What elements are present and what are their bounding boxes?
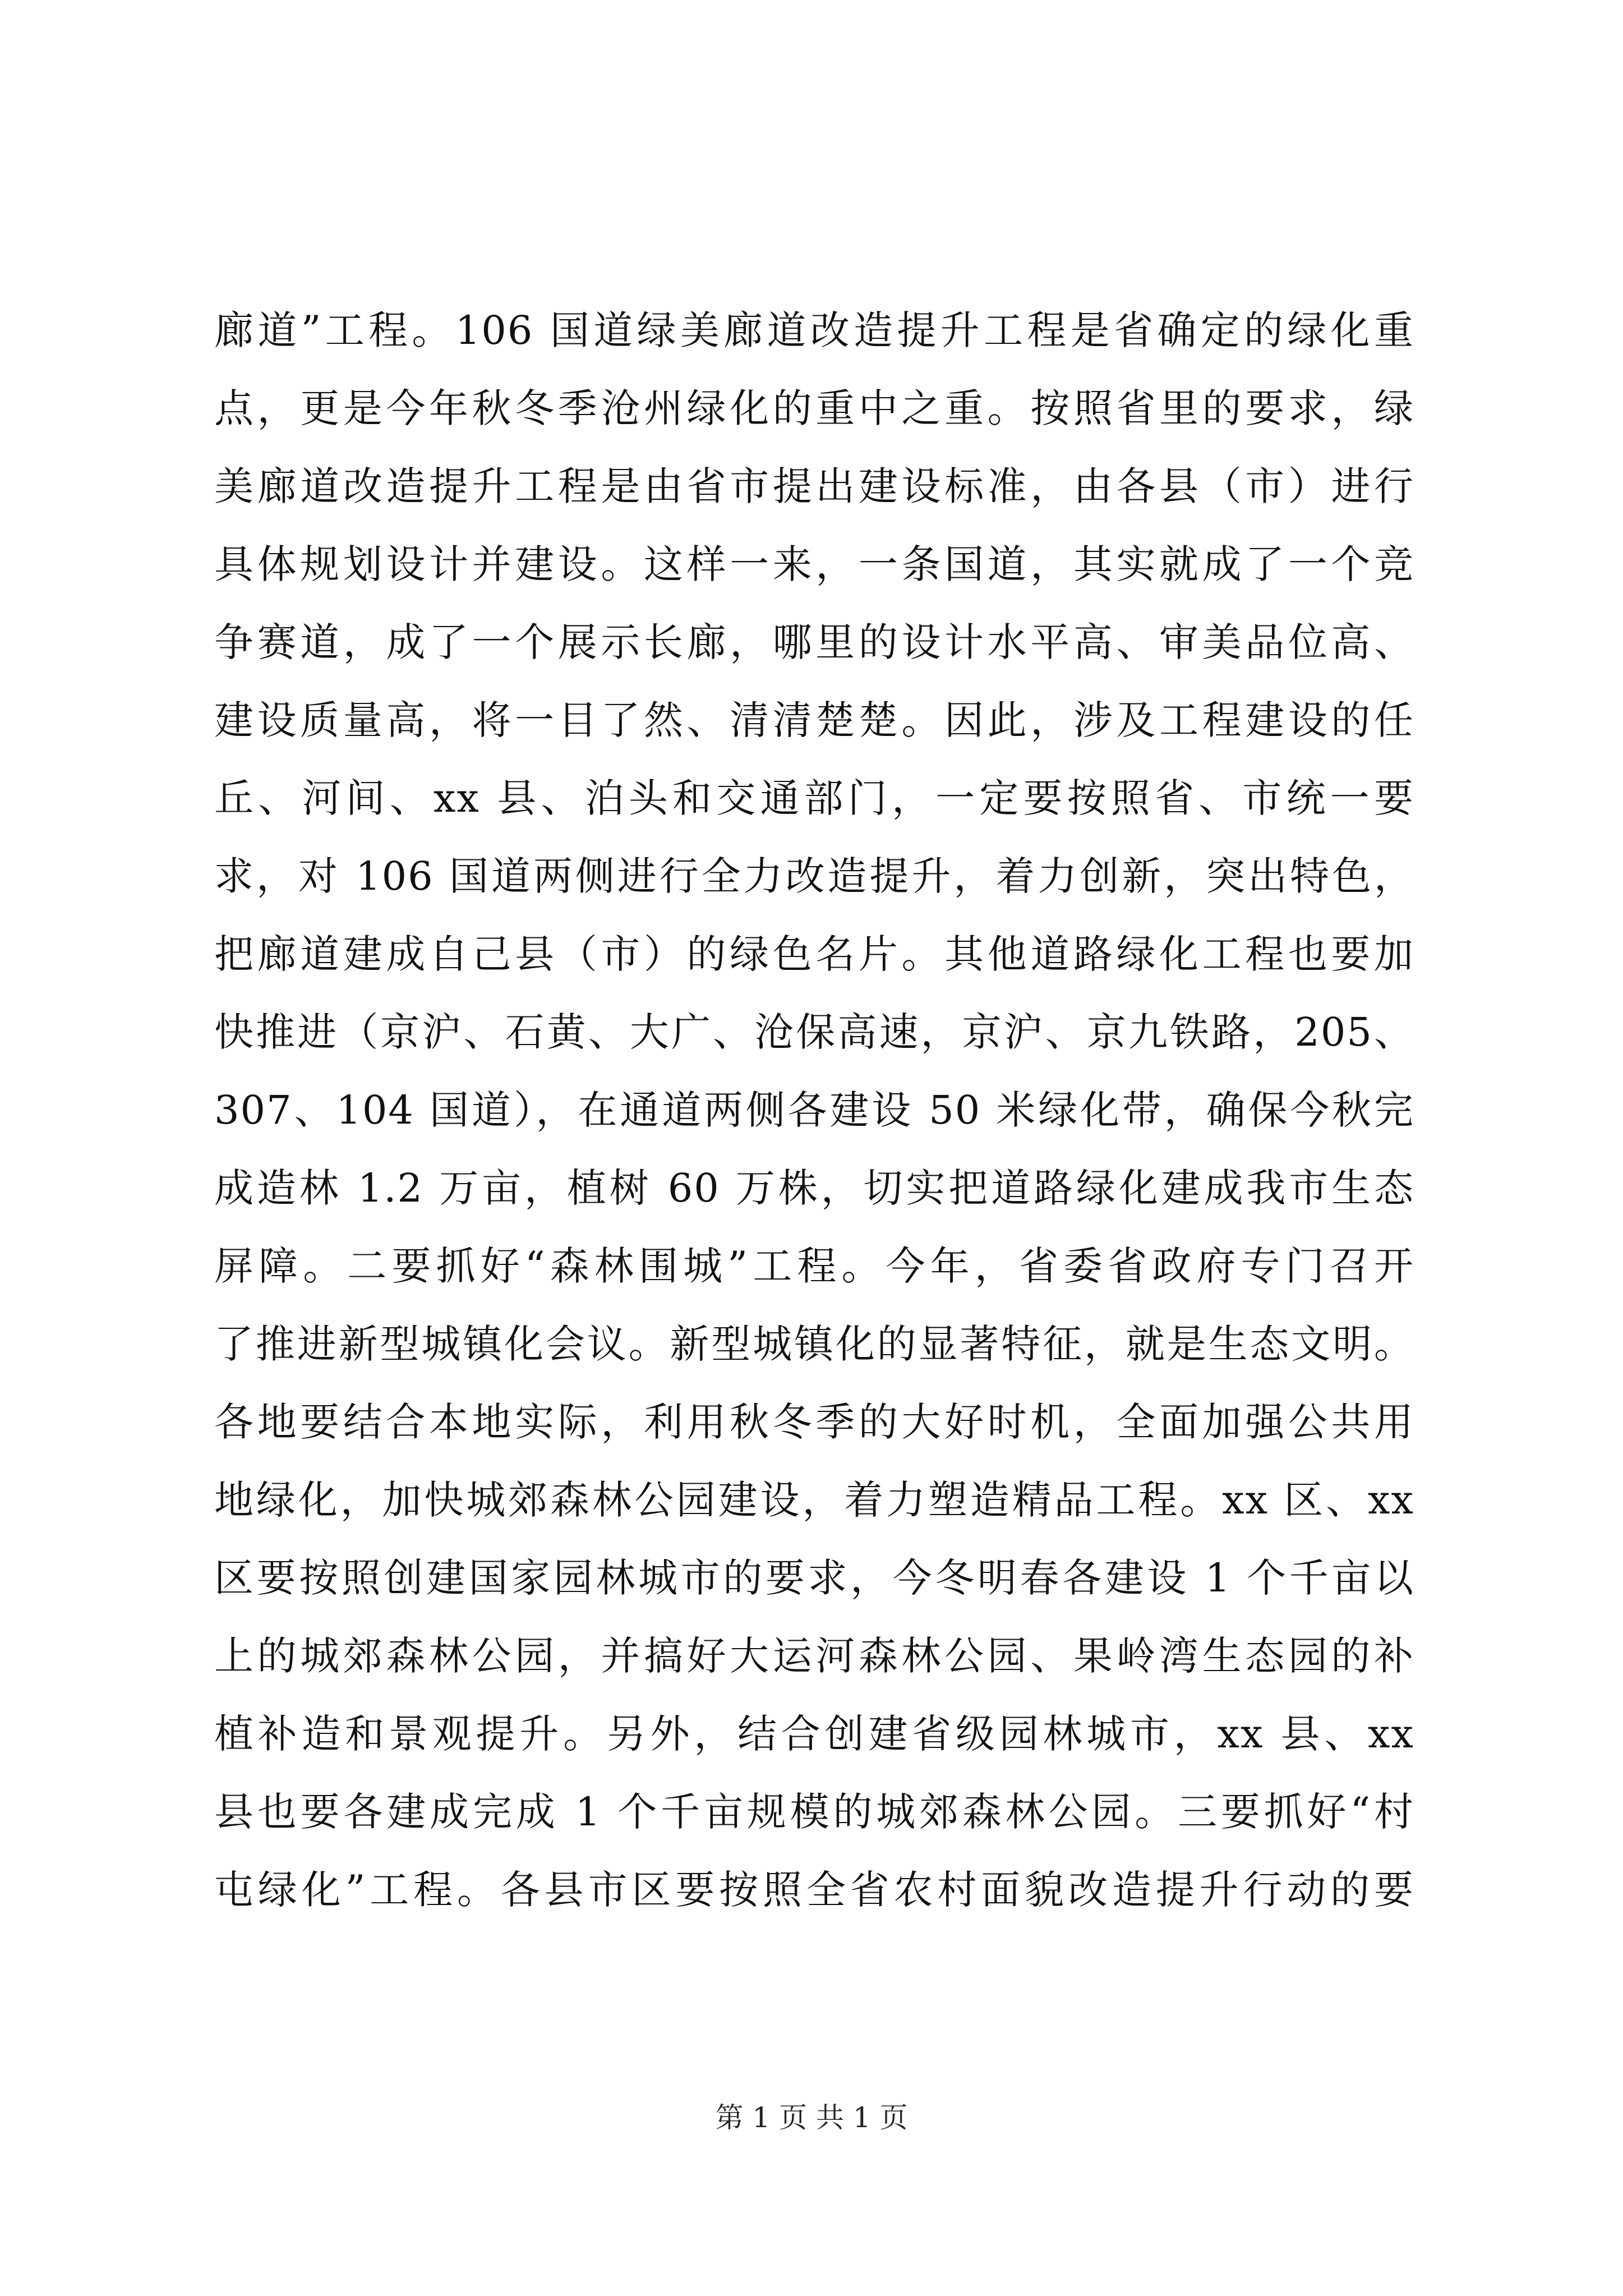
text-line: 地绿化，加快城郊森林公园建设，着力塑造精品工程。xx 区、xx (214, 1477, 1414, 1523)
text-line: 求，对 106 国道两侧进行全力改造提升，着力创新，突出特色， (214, 853, 1414, 899)
text-line: 争赛道，成了一个展示长廊，哪里的设计水平高、审美品位高、 (214, 619, 1414, 665)
text-line: 快推进（京沪、石黄、大广、沧保高速，京沪、京九铁路，205、 (214, 1009, 1414, 1055)
text-line: 美廊道改造提升工程是由省市提出建设标准，由各县（市）进行 (214, 463, 1414, 509)
text-line: 成造林 1.2 万亩，植树 60 万株，切实把道路绿化建成我市生态 (214, 1165, 1414, 1211)
text-line: 植补造和景观提升。另外，结合创建省级园林城市，xx 县、xx (214, 1711, 1414, 1757)
text-line: 县也要各建成完成 1 个千亩规模的城郊森林公园。三要抓好“村 (214, 1789, 1414, 1835)
text-line: 各地要结合本地实际，利用秋冬季的大好时机，全面加强公共用 (214, 1399, 1414, 1445)
page-footer: 第 1 页 共 1 页 (715, 2101, 908, 2134)
body-text (214, 292, 1414, 1929)
text-line: 具体规划设计并建设。这样一来，一条国道，其实就成了一个竞 (214, 541, 1414, 587)
text-line: 廊道”工程。106 国道绿美廊道改造提升工程是省确定的绿化重 (214, 307, 1414, 353)
text-line: 上的城郊森林公园，并搞好大运河森林公园、果岭湾生态园的补 (214, 1633, 1414, 1679)
text-line: 了推进新型城镇化会议。新型城镇化的显著特征，就是生态文明。 (214, 1321, 1414, 1367)
text-line: 区要按照创建国家园林城市的要求，今冬明春各建设 1 个千亩以 (214, 1555, 1414, 1601)
text-line: 丘、河间、xx 县、泊头和交通部门，一定要按照省、市统一要 (214, 775, 1414, 821)
text-line: 307、104 国道），在通道两侧各建设 50 米绿化带，确保今秋完 (214, 1087, 1414, 1133)
text-line: 屯绿化”工程。各县市区要按照全省农村面貌改造提升行动的要 (214, 1867, 1414, 1913)
text-line: 点，更是今年秋冬季沧州绿化的重中之重。按照省里的要求，绿 (214, 385, 1414, 431)
text-line: 屏障。二要抓好“森林围城”工程。今年，省委省政府专门召开 (214, 1243, 1414, 1289)
text-line: 建设质量高，将一目了然、清清楚楚。因此，涉及工程建设的任 (214, 697, 1414, 743)
text-line: 把廊道建成自己县（市）的绿色名片。其他道路绿化工程也要加 (214, 931, 1414, 977)
